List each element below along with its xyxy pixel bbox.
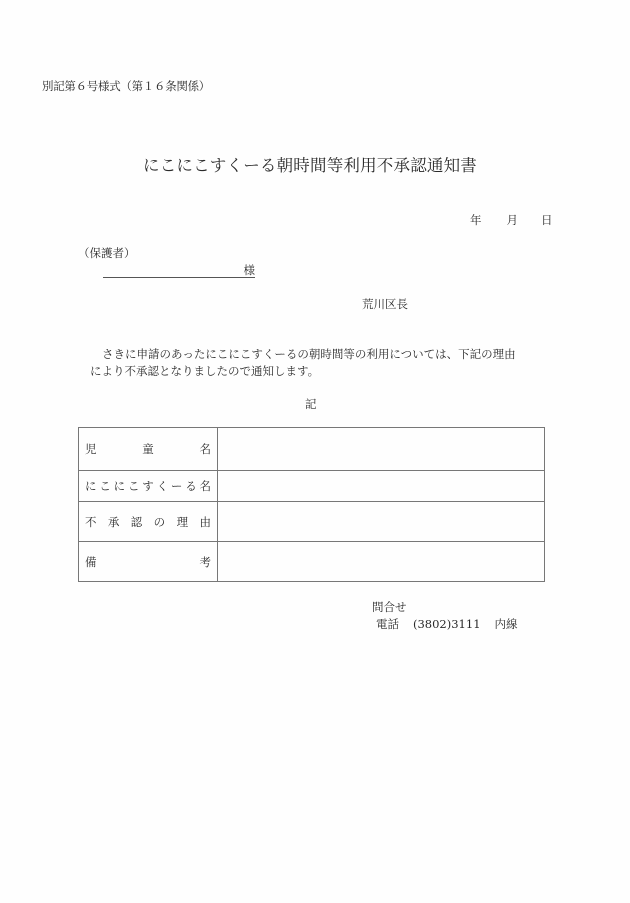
label-char: 名 <box>199 442 211 456</box>
label-char: 由 <box>199 514 211 529</box>
label-char: 備 <box>85 554 97 569</box>
detail-table <box>78 427 545 582</box>
label-char: 考 <box>199 554 211 569</box>
table-row-remarks <box>79 542 545 582</box>
label-char: 理 <box>176 514 189 529</box>
contact-block <box>372 599 518 633</box>
school-name-value[interactable] <box>218 471 545 502</box>
label-remarks <box>85 554 211 570</box>
label-char: 承 <box>107 514 120 529</box>
contact-heading: 問合せ <box>372 600 407 614</box>
rejection-reason-value[interactable] <box>218 502 545 542</box>
label-child-name <box>85 441 211 457</box>
document-title: にこにこすくーる朝時間等利用不承認通知書 <box>143 156 477 175</box>
table-row-child-name <box>79 428 545 471</box>
notice-body <box>90 346 550 380</box>
label-char: く <box>156 479 169 493</box>
date-year-label: 年 <box>470 213 482 227</box>
notice-body-line: により不承認となりましたので通知します。 <box>90 364 320 378</box>
label-char: こ <box>99 479 111 493</box>
phone-label: 電話 <box>376 617 399 631</box>
row-label <box>79 471 218 502</box>
row-label <box>79 502 218 542</box>
label-rejection-reason <box>85 514 211 530</box>
ki-heading: 記 <box>305 397 317 411</box>
label-char: に <box>85 479 97 493</box>
table-row-school-name <box>79 471 545 502</box>
sender-name: 荒川区長 <box>362 297 408 311</box>
child-name-value[interactable] <box>218 428 545 471</box>
label-char: ー <box>170 479 183 493</box>
date-day-label: 日 <box>541 213 553 227</box>
label-char: 認 <box>130 514 143 529</box>
date-line <box>470 212 553 228</box>
label-school-name <box>85 478 211 494</box>
date-month-label: 月 <box>506 213 518 227</box>
table-row-rejection-reason <box>79 502 545 542</box>
label-char: 児 <box>85 442 97 456</box>
label-char: 不 <box>85 514 97 529</box>
extension-label: 内線 <box>494 617 518 631</box>
row-label <box>79 542 218 582</box>
label-char: る <box>185 479 197 493</box>
label-char: 名 <box>199 479 211 493</box>
addressee-name-field[interactable] <box>103 262 255 278</box>
label-char: 童 <box>142 442 154 456</box>
label-char: の <box>153 514 166 529</box>
remarks-value[interactable] <box>218 542 545 582</box>
form-number: 別記第６号様式（第１６条関係） <box>42 79 210 93</box>
guardian-label: （保護者） <box>78 246 136 260</box>
row-label <box>79 428 218 471</box>
label-char: こ <box>127 479 140 493</box>
phone-number: (3802)3111 <box>413 617 481 631</box>
addressee-suffix: 様 <box>243 263 255 277</box>
contact-phone-line <box>376 616 518 633</box>
label-char: に <box>113 479 126 493</box>
label-char: す <box>142 479 154 493</box>
notice-body-line: さきに申請のあったにこにこすくーるの朝時間等の利用については、下記の理由 <box>102 347 516 361</box>
